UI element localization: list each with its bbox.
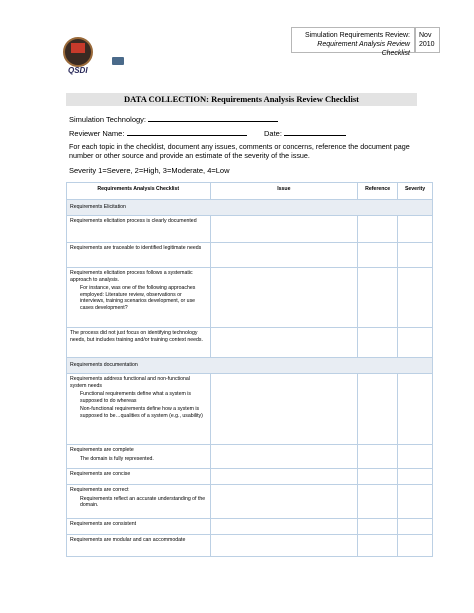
checklist-item: [67, 469, 211, 485]
issue-cell[interactable]: [210, 535, 358, 557]
table-row: [67, 268, 433, 328]
header-date-year: 2010: [419, 41, 435, 48]
document-title: DATA COLLECTION: Requirements Analysis Review Checklist: [124, 94, 359, 104]
reference-cell[interactable]: [358, 485, 398, 519]
issue-cell[interactable]: [210, 243, 358, 268]
table-row: [67, 243, 433, 268]
table-header-row: [67, 183, 433, 200]
checklist-subitem: Functional requirements define what a system is supposed to do whereas: [80, 391, 192, 404]
instructions-paragraph: For each topic in the checklist, document any issues, comments or concerns, reference the document page number or other source and provide an estimate of the severity of the issue.: [69, 142, 410, 160]
reference-cell[interactable]: [358, 216, 398, 243]
header-title-line1: Simulation Requirements Review:: [304, 32, 410, 39]
issue-cell[interactable]: [210, 328, 358, 358]
date-row: [264, 127, 346, 138]
section-label: Requirements Elicitation: [67, 200, 433, 216]
checklist-item-text: Requirements address functional and non-functional system needs: [70, 376, 190, 389]
severity-cell[interactable]: [398, 216, 433, 243]
severity-cell[interactable]: [398, 485, 433, 519]
checklist-item-text: Requirements are consistent: [70, 521, 137, 527]
reviewer-name-label: Reviewer Name:: [69, 129, 125, 138]
severity-cell[interactable]: [398, 535, 433, 557]
reference-cell[interactable]: [358, 328, 398, 358]
header-title-line2: Requirement Analysis Review Checklist: [317, 41, 410, 57]
checklist-item-text: Requirements are concise: [70, 471, 131, 477]
reviewer-name-field[interactable]: [127, 127, 247, 136]
reference-cell[interactable]: [358, 445, 398, 469]
issue-cell[interactable]: [210, 469, 358, 485]
severity-cell[interactable]: [398, 268, 433, 328]
simulation-technology-field[interactable]: [148, 113, 278, 122]
header-date-box: [415, 27, 440, 53]
column-header-checklist: Requirements Analysis Checklist: [67, 183, 211, 200]
checklist-item: [67, 535, 211, 557]
flag-icon: [71, 43, 85, 53]
severity-cell[interactable]: [398, 374, 433, 445]
checklist-item-text: Requirements are modular and can accommodate: [70, 537, 186, 543]
issue-cell[interactable]: [210, 216, 358, 243]
date-label: Date:: [264, 129, 282, 138]
document-title-bar: [66, 93, 417, 106]
checklist-item-text: The process did not just focus on identifying technology needs, but includes training and/or training context needs.: [70, 330, 203, 343]
column-header-severity: Severity: [398, 183, 433, 200]
table-row: [67, 216, 433, 243]
section-row: [67, 200, 433, 216]
issue-cell[interactable]: [210, 445, 358, 469]
severity-cell[interactable]: [398, 243, 433, 268]
column-header-reference: Reference: [358, 183, 398, 200]
checklist-table: [66, 182, 433, 557]
section-row: [67, 358, 433, 374]
checklist-item-text: Requirements elicitation process follows a systematic approach to analysis.: [70, 270, 193, 283]
checklist-subitem: The domain is fully represented.: [80, 455, 154, 462]
reference-cell[interactable]: [358, 535, 398, 557]
checklist-item-text: Requirements are traceable to identified legitimate needs: [70, 245, 202, 251]
severity-cell[interactable]: [398, 469, 433, 485]
table-row: [67, 445, 433, 469]
severity-legend: Severity 1=Severe, 2=High, 3=Moderate, 4=Low: [69, 166, 230, 175]
checklist-item: [67, 216, 211, 243]
issue-cell[interactable]: [210, 374, 358, 445]
reference-cell[interactable]: [358, 243, 398, 268]
checklist-item: [67, 374, 211, 445]
logo-text: QSDI: [68, 66, 88, 75]
table-row: [67, 519, 433, 535]
checklist-item-text: Requirements are correct: [70, 487, 129, 493]
date-field[interactable]: [284, 127, 346, 136]
reference-cell[interactable]: [358, 374, 398, 445]
simulation-technology-label: Simulation Technology:: [69, 115, 146, 124]
table-row: [67, 374, 433, 445]
table-row: [67, 469, 433, 485]
severity-cell[interactable]: [398, 328, 433, 358]
checklist-item-text: Requirements elicitation process is clearly documented: [70, 218, 197, 224]
checklist-item: [67, 328, 211, 358]
header-date-month: Nov: [419, 32, 432, 39]
issue-cell[interactable]: [210, 485, 358, 519]
table-row: [67, 328, 433, 358]
checklist-item: [67, 445, 211, 469]
section-label: Requirements documentation: [67, 358, 433, 374]
reference-cell[interactable]: [358, 469, 398, 485]
reference-cell[interactable]: [358, 268, 398, 328]
checklist-subitem: Requirements reflect an accurate understanding of the domain.: [80, 495, 206, 509]
reference-cell[interactable]: [358, 519, 398, 535]
severity-cell[interactable]: [398, 519, 433, 535]
emblem-icon: [112, 57, 124, 65]
table-row: [67, 535, 433, 557]
simulation-technology-row: [69, 113, 278, 124]
checklist-item: [67, 268, 211, 328]
checklist-item: [67, 519, 211, 535]
checklist-item-text: Requirements are complete: [70, 447, 134, 453]
checklist-item: [67, 485, 211, 519]
issue-cell[interactable]: [210, 519, 358, 535]
severity-cell[interactable]: [398, 445, 433, 469]
issue-cell[interactable]: [210, 268, 358, 328]
checklist-item: [67, 243, 211, 268]
checklist-subitem: For instance, was one of the following approaches employed: Literature review, observations or interviews, training scenarios development, or use cases development?: [80, 285, 196, 311]
reviewer-name-row: [69, 127, 247, 138]
column-header-issue: Issue: [210, 183, 358, 200]
header-title-box: [291, 27, 415, 57]
table-row: [67, 485, 433, 519]
checklist-subitem: Non-functional requirements define how a system is supposed to be…qualities of a system (e.g., usability): [80, 406, 203, 419]
